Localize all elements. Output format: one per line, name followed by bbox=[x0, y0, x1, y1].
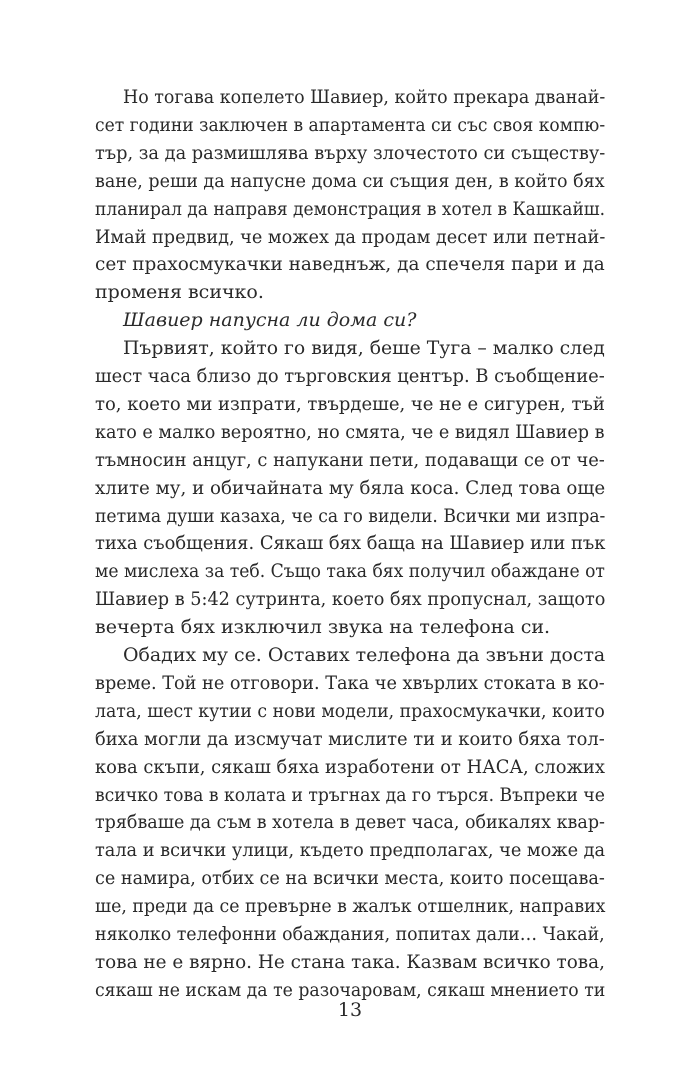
text-line: то, което ми изпрати, твърдеше, че не е сигурен, тъй bbox=[95, 392, 605, 415]
text-line: това не е вярно. Не стана така. Казвам всичко това, bbox=[95, 950, 605, 973]
text-line: всичко това в колата и тръгнах да го търся. Въпреки че bbox=[95, 783, 605, 806]
text-line: ване, реши да напусне дома си същия ден, в който бях bbox=[95, 169, 605, 192]
text-line: време. Той не отговори. Така че хвърлих стоката в ко- bbox=[95, 671, 605, 694]
text-line: трябваше да съм в хотела в девет часа, обикалях квар- bbox=[95, 811, 605, 834]
text-line: Първият, който го видя, беше Туга – малко след bbox=[123, 337, 605, 360]
text-line: вечерта бях изключил звука на телефона си. bbox=[95, 616, 551, 639]
text-line: тиха съобщения. Сякаш бях баща на Шавиер или пък bbox=[95, 532, 606, 555]
text-line: лата, шест кутии с нови модели, прахосмукачки, които bbox=[95, 699, 605, 722]
text-line: променя всичко. bbox=[95, 281, 264, 304]
text-line: се намира, отбих се на всички места, които посещава- bbox=[95, 867, 605, 890]
text-line: петима души казаха, че са го видели. Всички ми изпра- bbox=[95, 504, 606, 527]
text-line: Обадих му се. Оставих телефона да звъни доста bbox=[123, 644, 606, 666]
text-line: биха могли да изсмучат мислите ти и които бяха тол- bbox=[95, 727, 605, 750]
text-line: кова скъпи, сякаш бяха изработени от НАСА, сложих bbox=[95, 755, 605, 778]
text-line: тала и всички улици, където предполагах, че може да bbox=[95, 839, 606, 862]
text-line: Но тогава копелето Шавиер, който прекара дванай- bbox=[123, 86, 606, 108]
text-line: Шавиер напусна ли дома си? bbox=[123, 309, 417, 332]
text-line: тъмносин анцуг, с напукани пети, подаващи се от че- bbox=[95, 448, 605, 471]
text-line: ме мислеха за теб. Също така бях получил обаждане от bbox=[95, 560, 605, 583]
text-line: като е малко вероятно, но смята, че е видял Шавиер в bbox=[95, 420, 605, 443]
text-line: ше, преди да се превърне в жалък отшелник, направих bbox=[95, 895, 606, 918]
text-line: Имай предвид, че можех да продам десет или петнай- bbox=[95, 225, 606, 248]
text-line: планирал да направя демонстрация в хотел в Кашкайш. bbox=[95, 197, 606, 220]
text-line: сет години заключен в апартамента си със своя компю- bbox=[95, 113, 606, 136]
text-line: тър, за да размишлява върху злочестото си съществу- bbox=[95, 141, 606, 164]
text-line: хлите му, и обичайната му бяла коса. След това още bbox=[95, 476, 606, 499]
text-line: шест часа близо до търговския център. В съобщение- bbox=[95, 365, 605, 387]
page-number: 13 bbox=[337, 999, 363, 1021]
text-line: Шавиер в 5:42 сутринта, което бях пропуснал, защото bbox=[95, 588, 606, 611]
text-line: няколко телефонни обаждания, попитах дали… Чакай, bbox=[95, 923, 605, 945]
text-line: сякаш не искам да те разочаровам, сякаш мнението ти bbox=[95, 978, 606, 1001]
text-line: сет прахосмукачки наведнъж, да спечеля пари и да bbox=[95, 253, 605, 276]
